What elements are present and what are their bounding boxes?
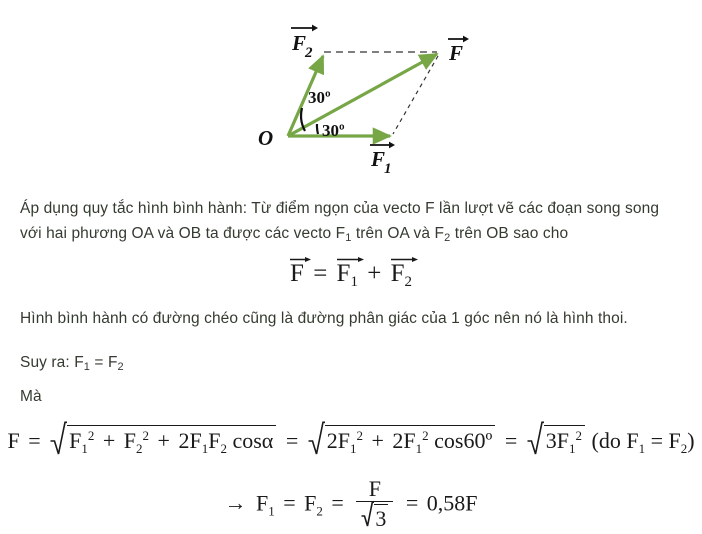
radical-sign-icon xyxy=(361,501,374,527)
rad2-t1: F xyxy=(337,428,350,453)
radical-expression-2 xyxy=(308,424,496,457)
rad1-t1: F xyxy=(69,428,82,453)
label-f2-letter: F xyxy=(292,31,307,55)
main-eq-note-close: ) xyxy=(687,428,695,453)
main-eq-note-sub-1: 1 xyxy=(638,441,646,456)
rad2-t2: F xyxy=(403,428,416,453)
rad1-plus-2: + xyxy=(157,428,170,453)
main-eq-equals-2: = xyxy=(285,428,299,453)
final-eq-result: 0,58F xyxy=(426,490,478,516)
final-eq-fraction xyxy=(356,477,393,531)
dashed-line-f-to-f1 xyxy=(393,56,438,134)
paragraph-parallelogram-rule xyxy=(20,196,659,251)
rad1-t3-b: F xyxy=(208,428,221,453)
eq-vector-equals: = xyxy=(313,260,328,287)
diagram-canvas xyxy=(0,0,702,185)
rad1-t3-a: F xyxy=(189,428,202,453)
paragraph-1-line-2-part-b: trên OA và F xyxy=(351,225,445,242)
radical-3-body xyxy=(544,425,585,457)
paragraph-1-line-2 xyxy=(20,221,659,251)
radical-sign-icon xyxy=(50,421,67,455)
radical-expression-denominator xyxy=(361,503,388,531)
label-f1-overbar-arrowhead xyxy=(389,142,395,149)
paragraph-1-sub-2: 2 xyxy=(444,232,451,244)
radical-1-body xyxy=(67,425,276,457)
rad2-t1-sub: 1 xyxy=(350,441,357,456)
eq-vector-lhs: F xyxy=(290,260,304,287)
radical-2-body xyxy=(325,425,496,457)
radical-sign-icon xyxy=(527,421,544,455)
final-eq-fraction-numerator: F xyxy=(356,477,393,502)
rad1-t2: F xyxy=(123,428,137,453)
label-vector-f1 xyxy=(370,142,395,177)
rad3-t-sup: 2 xyxy=(575,428,582,443)
eq-vector-term1-sub: 1 xyxy=(350,274,358,290)
final-eq-arrow: → xyxy=(224,490,247,516)
label-origin-o: O xyxy=(258,126,274,150)
paragraph-1-line-1: Áp dụng quy tắc hình bình hành: Từ điểm ngọn của vecto F lần lượt vẽ các đoạn song song xyxy=(20,200,660,217)
rad1-t3-b-sub: 2 xyxy=(220,441,227,456)
final-eq-equals-2: = xyxy=(331,490,344,516)
paragraph-ma: Mà xyxy=(20,388,42,405)
angle-label-upper: 30º xyxy=(308,88,331,107)
suy-ra-part-b: = F xyxy=(90,354,118,371)
eq-vector-term2: F xyxy=(390,260,405,287)
angle-label-lower: 30º xyxy=(322,121,345,140)
rad2-plus-1: + xyxy=(371,428,384,453)
final-eq-equals-3: = xyxy=(405,490,419,516)
rad1-t3-a-sub: 1 xyxy=(201,441,209,456)
eq-vector-term2-group xyxy=(391,258,412,291)
angle-arc-lower xyxy=(317,124,318,134)
force-vector-diagram xyxy=(0,0,702,185)
radical-expression-1 xyxy=(50,424,276,457)
rad1-t1-sub: 1 xyxy=(81,441,88,456)
main-eq-equals-3: = xyxy=(504,428,518,453)
eq-vector-term1: F xyxy=(336,260,351,287)
label-vector-f xyxy=(448,36,469,65)
eq-vector-term2-sub: 2 xyxy=(404,274,412,290)
main-eq-note-open: (do F xyxy=(591,428,639,453)
rad1-cos-fn: cos xyxy=(232,428,262,453)
rad2-t2-sub: 1 xyxy=(415,441,423,456)
rad2-t1-sup: 2 xyxy=(356,428,363,443)
paragraph-1-line-2-part-c: trên OB sao cho xyxy=(450,225,569,242)
rad2-cos-fn: cos xyxy=(434,428,464,453)
final-eq-t2-sub: 2 xyxy=(316,503,323,519)
final-eq-equals-1: = xyxy=(283,490,296,516)
rad3-t: F xyxy=(556,428,569,453)
rad1-t2-sub: 2 xyxy=(136,441,143,456)
suy-ra-sub-2: 2 xyxy=(117,361,124,373)
rad2-t2-coef: 2 xyxy=(392,428,404,453)
eq-vector-plus: + xyxy=(367,260,382,287)
rad1-t3-coef: 2 xyxy=(178,428,190,453)
label-f2-overbar-arrowhead xyxy=(312,25,318,32)
equation-final-result xyxy=(0,478,702,532)
radical-sign-icon xyxy=(308,421,325,455)
rad2-cos-arg: 60º xyxy=(463,428,493,453)
suy-ra-part-a: Suy ra: F xyxy=(20,354,84,371)
rad3-coef: 3 xyxy=(545,428,557,453)
main-eq-note-mid: = F xyxy=(645,428,681,453)
radical-expression-3 xyxy=(527,424,585,457)
rad1-t2-sup: 2 xyxy=(142,428,150,443)
main-eq-equals-1: = xyxy=(28,428,41,453)
label-f-overbar-arrowhead xyxy=(463,36,469,43)
label-f1-letter: F xyxy=(371,147,386,171)
main-eq-note-sub-2: 2 xyxy=(680,441,688,456)
paragraph-suy-ra xyxy=(20,350,124,380)
equation-magnitude-derivation xyxy=(0,424,702,457)
suy-ra-sub-1: 1 xyxy=(83,361,90,373)
rad2-t2-sup: 2 xyxy=(422,428,429,443)
eq-vector-term1-group xyxy=(337,258,358,291)
final-eq-t2: F xyxy=(304,490,317,516)
equation-vector-sum xyxy=(0,258,702,291)
rad2-t1-coef: 2 xyxy=(326,428,338,453)
rad1-cos-arg: α xyxy=(261,428,274,453)
rad1-t1-sup: 2 xyxy=(87,428,95,443)
paragraph-rhombus: Hình bình hành có đường chéo cũng là đường phân giác của 1 góc nên nó là hình thoi. xyxy=(20,310,628,327)
final-eq-t1: F xyxy=(255,490,269,516)
eq-vector-lhs-group xyxy=(290,258,304,288)
rad1-plus-1: + xyxy=(102,428,116,453)
label-f1-subscript: 1 xyxy=(384,161,392,177)
label-f-letter: F xyxy=(449,41,464,65)
final-eq-t1-sub: 1 xyxy=(268,503,275,519)
final-eq-fraction-denominator xyxy=(356,502,393,531)
paragraph-1-line-2-part-a: với hai phương OA và OB ta được các vecto F xyxy=(20,225,346,242)
label-f2-subscript: 2 xyxy=(305,45,313,61)
label-vector-f2 xyxy=(291,25,318,61)
main-eq-lhs: F xyxy=(7,428,20,453)
radical-denominator-body: 3 xyxy=(375,506,387,532)
paragraph-1-sub-1: 1 xyxy=(345,232,352,244)
rad3-t-sub: 1 xyxy=(569,441,576,456)
